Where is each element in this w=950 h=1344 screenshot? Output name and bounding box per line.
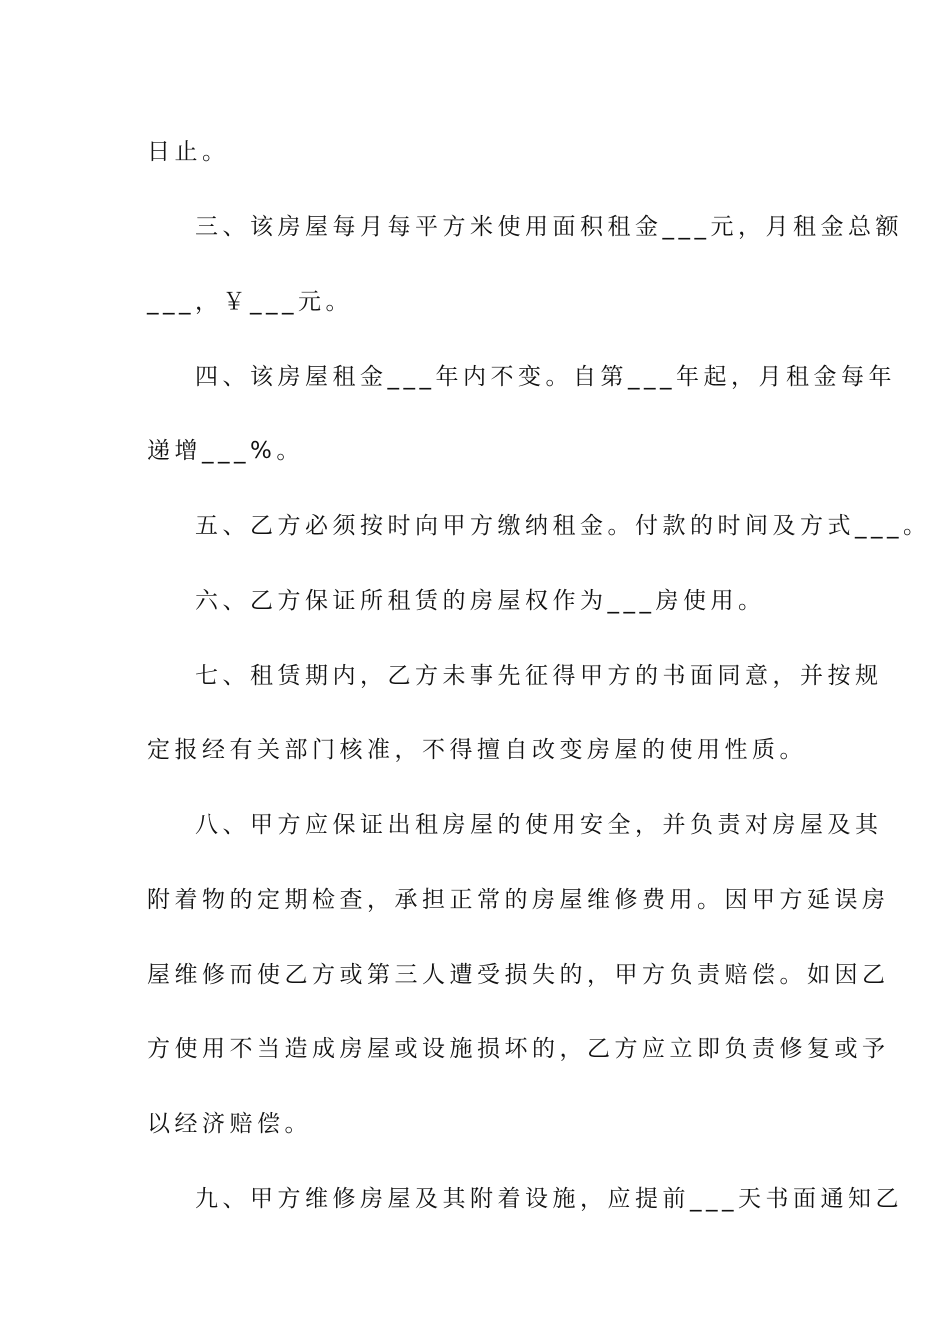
clause-7-line-1: 七、租赁期内，乙方未事先征得甲方的书面同意，并按规 xyxy=(195,663,883,689)
clause-5-line-1: 五、乙方必须按时向甲方缴纳租金。付款的时间及方式___。 xyxy=(195,513,931,539)
clause-3-line-1: 三、该房屋每月每平方米使用面积租金___元，月租金总额 xyxy=(195,214,903,240)
clause-6-line-1: 六、乙方保证所租赁的房屋权作为___房使用。 xyxy=(195,588,766,614)
clause-4-line-1: 四、该房屋租金___年内不变。自第___年起，月租金每年 xyxy=(195,364,896,390)
clause-8-line-3: 屋维修而使乙方或第三人遭受损失的，甲方负责赔偿。如因乙 xyxy=(147,962,890,988)
clause-8-line-5: 以经济赔偿。 xyxy=(147,1111,312,1137)
clause-7-line-2: 定报经有关部门核准，不得擅自改变房屋的使用性质。 xyxy=(147,737,807,763)
clause-3-line-2: ___，￥___元。 xyxy=(147,289,353,315)
text-line: 日止。 xyxy=(147,139,230,165)
clause-8-line-1: 八、甲方应保证出租房屋的使用安全，并负责对房屋及其 xyxy=(195,812,883,838)
clause-9-line-1: 九、甲方维修房屋及其附着设施，应提前___天书面通知乙 xyxy=(195,1186,903,1212)
clause-8-line-4: 方使用不当造成房屋或设施损坏的，乙方应立即负责修复或予 xyxy=(147,1036,890,1062)
clause-4-line-2: 递增___%。 xyxy=(147,438,304,464)
clause-8-line-2: 附着物的定期检查，承担正常的房屋维修费用。因甲方延误房 xyxy=(147,887,890,913)
